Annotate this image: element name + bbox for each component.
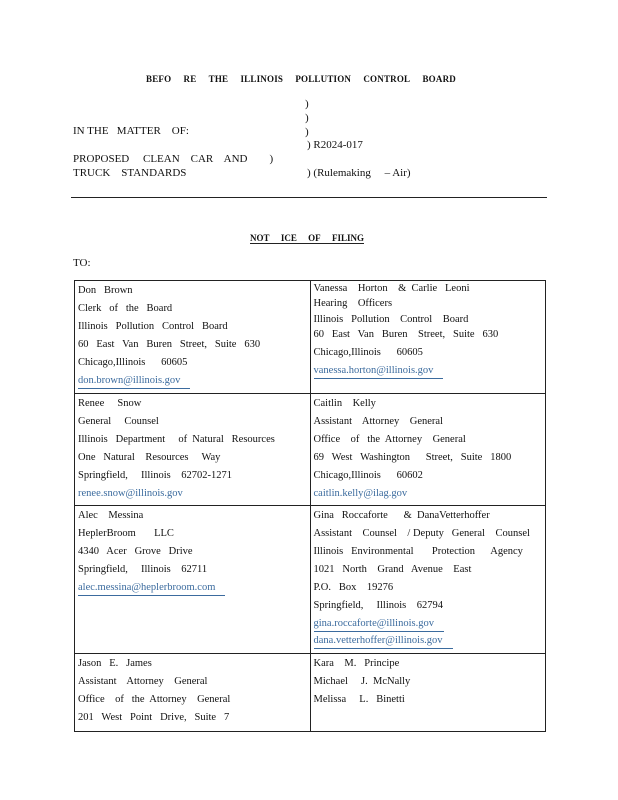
contact-line: Vanessa Horton & Carlie Leoni [313, 283, 470, 294]
email-link[interactable]: alec.messina@heplerbroom.com [78, 581, 225, 596]
contact-line: Jason E. James [78, 658, 152, 669]
board-title-word: RE [183, 74, 197, 84]
rulemaking-label: ) (Rulemaking – Air) [307, 167, 411, 179]
contact-line: P.O. Box 19276 [313, 582, 394, 593]
contact-line: Springfield, Illinois 62702-1271 [78, 470, 232, 481]
caption-parens: ) ) ) [305, 98, 309, 138]
service-cell [310, 281, 546, 394]
email-link[interactable]: don.brown@illinois.gov [78, 374, 190, 389]
service-cell [310, 506, 546, 654]
service-cell [75, 394, 311, 506]
contact-line: Caitlin Kelly [313, 398, 376, 409]
contact-line: Chicago,Illinois 60605 [78, 357, 188, 368]
contact-line: Illinois Pollution Control Board [78, 321, 228, 332]
board-title-word: THE [208, 74, 229, 84]
contact-line: Office of the Attorney General [313, 434, 466, 445]
service-cell [310, 394, 546, 506]
contact-line: Gina Roccaforte & DanaVetterhoffer [313, 510, 490, 521]
table-row [75, 654, 546, 732]
contact-line: Springfield, Illinois 62711 [78, 564, 208, 575]
contact-line: HeplerBroom LLC [78, 528, 174, 539]
board-title-word: POLLUTION [295, 74, 352, 84]
contact-line: Assistant Counsel / Deputy General Counsel [313, 528, 530, 539]
contact-line: Springfield, Illinois 62794 [313, 600, 443, 611]
table-row [75, 394, 546, 506]
contact-line: 60 East Van Buren Street, Suite 630 [313, 329, 499, 340]
contact-line: Assistant Attorney General [313, 416, 443, 427]
contact-line: Illinois Pollution Control Board [313, 314, 469, 325]
board-title-word: BOARD [422, 74, 456, 84]
case-number: ) R2024-017 [307, 139, 363, 151]
service-cell [75, 506, 311, 654]
contact-line: 201 West Point Drive, Suite 7 [78, 712, 230, 723]
board-title-word: CONTROL [363, 74, 411, 84]
contact-line: Assistant Attorney General [78, 676, 208, 687]
email-link[interactable]: renee.snow@illinois.gov [78, 488, 183, 499]
contact-line: General Counsel [78, 416, 159, 427]
contact-line: Clerk of the Board [78, 303, 173, 314]
caption-divider [71, 197, 547, 198]
email-link[interactable]: caitlin.kelly@ilag.gov [313, 488, 408, 499]
contact-line: Michael J. McNally [313, 676, 411, 687]
notice-of-filing-title: NOT ICE OF FILING [250, 233, 364, 243]
contact-line: 69 West Washington Street, Suite 1800 [313, 452, 512, 463]
contact-line: Kara M. Principe [313, 658, 400, 669]
board-title-word: ILLINOIS [240, 74, 284, 84]
service-list-table [74, 280, 546, 732]
contact-line: Melissa L. Binetti [313, 694, 405, 705]
service-cell [310, 654, 546, 732]
board-title [146, 74, 456, 84]
email-link[interactable]: gina.roccaforte@illinois.gov [314, 617, 444, 632]
in-the-matter: IN THE MATTER OF: [73, 125, 189, 137]
contact-line: Alec Messina [78, 510, 144, 521]
contact-line: Renee Snow [78, 398, 142, 409]
contact-line: 1021 North Grand Avenue East [313, 564, 472, 575]
service-cell [75, 654, 311, 732]
contact-line: Don Brown [78, 285, 133, 296]
board-title-word: BEFO [146, 74, 172, 84]
contact-line: Office of the Attorney General [78, 694, 231, 705]
proposed-line-1: PROPOSED CLEAN CAR AND ) [73, 153, 274, 165]
contact-line: One Natural Resources Way [78, 452, 221, 463]
contact-line: Hearing Officers [313, 298, 393, 309]
contact-line: Illinois Department of Natural Resources [78, 434, 275, 445]
table-row [75, 281, 546, 394]
contact-line: Illinois Environmental Protection Agency [313, 546, 523, 557]
email-link[interactable]: vanessa.horton@illinois.gov [314, 364, 444, 379]
service-cell [75, 281, 311, 394]
contact-line: 4340 Acer Grove Drive [78, 546, 193, 557]
contact-line: Chicago,Illinois 60605 [313, 347, 423, 358]
table-row [75, 506, 546, 654]
proposed-line-2: TRUCK STANDARDS [73, 167, 187, 179]
email-link[interactable]: dana.vetterhoffer@illinois.gov [314, 634, 453, 649]
contact-line: 60 East Van Buren Street, Suite 630 [78, 339, 261, 350]
to-label: TO: [73, 257, 91, 269]
contact-line: Chicago,Illinois 60602 [313, 470, 423, 481]
